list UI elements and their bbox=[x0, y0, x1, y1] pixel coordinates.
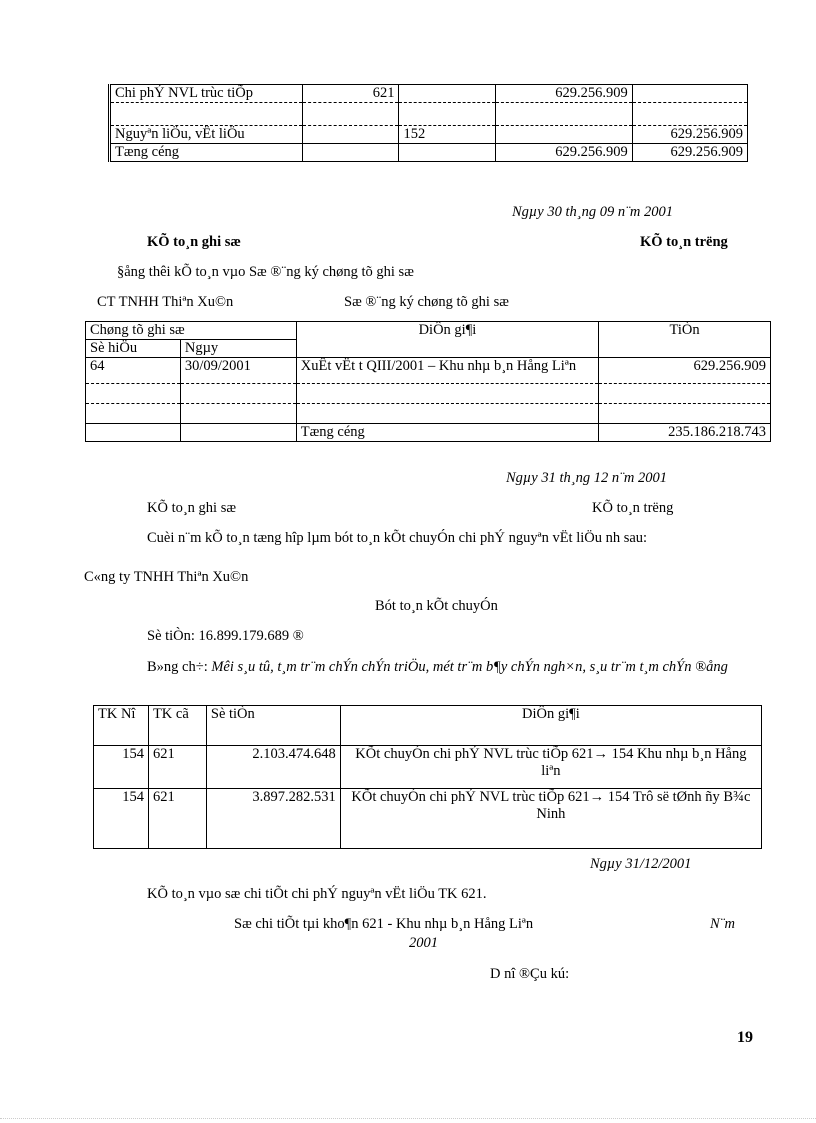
ledger-summary-table bbox=[108, 84, 748, 162]
entry-table bbox=[93, 705, 762, 849]
table-cell bbox=[303, 103, 399, 126]
paragraph: Cuèi n¨m kÕ to¸n tæng hîp lµm bót to¸n kÕt chuyÓn chi phÝ nguyªn vËt liÖu nh sau: bbox=[147, 530, 648, 546]
table-cell bbox=[632, 85, 747, 103]
table-cell: 64 bbox=[86, 358, 181, 384]
table-cell: 152 bbox=[399, 126, 495, 144]
table-row bbox=[110, 103, 748, 126]
book-title: Sæ ®¨ng ký chøng tõ ghi sæ bbox=[344, 294, 509, 310]
table-total-row bbox=[86, 424, 771, 442]
table-header: TK cã bbox=[148, 706, 206, 746]
table-cell: Tæng céng bbox=[296, 424, 598, 442]
company-name: CT TNHH Thiªn Xu©n bbox=[97, 294, 234, 310]
detail-book-title: Sæ chi tiÕt tµi kho¶n 621 - Khu nhµ b¸n Hång Liªn bbox=[234, 916, 534, 932]
table-header: TiÒn bbox=[599, 322, 771, 358]
signature-accountant: KÕ to¸n ghi sæ bbox=[147, 500, 237, 516]
signature-accountant: KÕ to¸n ghi sæ bbox=[147, 234, 241, 250]
year-value: 2001 bbox=[409, 935, 438, 951]
table-row bbox=[110, 126, 748, 144]
signature-chief-accountant: KÕ to¸n trëng bbox=[592, 500, 674, 516]
words-label: B»ng ch÷: bbox=[147, 659, 208, 675]
table-cell: 154 bbox=[94, 746, 149, 789]
table-cell bbox=[495, 126, 632, 144]
amount-in-words bbox=[84, 657, 756, 677]
table-cell: 629.256.909 bbox=[599, 358, 771, 384]
table-header: Sè hiÖu bbox=[86, 340, 181, 358]
table-header-row bbox=[94, 706, 762, 746]
table-cell bbox=[399, 103, 495, 126]
table-row bbox=[86, 358, 771, 384]
table-cell bbox=[495, 103, 632, 126]
table-cell: 629.256.909 bbox=[495, 144, 632, 162]
table-cell bbox=[303, 126, 399, 144]
table-row bbox=[110, 144, 748, 162]
table-header-row bbox=[86, 322, 771, 340]
table-header: DiÔn gi¶i bbox=[296, 322, 598, 358]
table-cell bbox=[110, 103, 303, 126]
table-cell: 3.897.282.531 bbox=[206, 789, 340, 849]
date-line: Ngµy 31 th¸ng 12 n¨m 2001 bbox=[506, 470, 667, 486]
year-label: N¨m bbox=[710, 916, 735, 932]
paragraph: KÕ to¸n vµo sæ chi tiÕt chi phÝ nguyªn vËt liÖu TK 621. bbox=[147, 886, 487, 902]
table-cell: XuÊt vËt t QIII/2001 – Khu nhµ b¸n Hång Liªn bbox=[296, 358, 598, 384]
table-cell bbox=[399, 144, 495, 162]
table-row bbox=[94, 746, 762, 789]
table-cell: 621 bbox=[148, 789, 206, 849]
table-cell bbox=[632, 103, 747, 126]
table-cell: Chi phÝ NVL trùc tiÕp bbox=[110, 85, 303, 103]
entry-title: Bót to¸n kÕt chuyÓn bbox=[375, 598, 498, 614]
table-cell bbox=[399, 85, 495, 103]
table-row bbox=[110, 85, 748, 103]
page-number: 19 bbox=[737, 1029, 753, 1046]
table-cell: 30/09/2001 bbox=[180, 358, 296, 384]
table-cell: KÕt chuyÓn chi phÝ NVL trùc tiÕp 621→ 154 Khu nhµ b¸n Hång liªn bbox=[340, 746, 761, 789]
table-row bbox=[86, 404, 771, 424]
table-cell: Nguyªn liÖu, vËt liÖu bbox=[110, 126, 303, 144]
table-cell: KÕt chuyÓn chi phÝ NVL trùc tiÕp 621→ 154 Trô së tØnh ñy B¾c Ninh bbox=[340, 789, 761, 849]
table-header: TK Nî bbox=[94, 706, 149, 746]
table-cell: 2.103.474.648 bbox=[206, 746, 340, 789]
page-footer-divider bbox=[0, 1118, 816, 1119]
table-row bbox=[94, 789, 762, 849]
table-cell: 629.256.909 bbox=[632, 144, 747, 162]
table-cell: 235.186.218.743 bbox=[599, 424, 771, 442]
table-cell: 629.256.909 bbox=[495, 85, 632, 103]
table-cell bbox=[303, 144, 399, 162]
amount-text: Sè tiÒn: 16.899.179.689 ® bbox=[147, 628, 304, 644]
date-line: Ngµy 30 th¸ng 09 n¨m 2001 bbox=[512, 204, 673, 220]
table-cell: 154 bbox=[94, 789, 149, 849]
date-line: Ngµy 31/12/2001 bbox=[590, 856, 692, 872]
table-cell: 621 bbox=[148, 746, 206, 789]
table-cell: 629.256.909 bbox=[632, 126, 747, 144]
signature-chief-accountant: KÕ to¸n trëng bbox=[640, 234, 728, 250]
register-table bbox=[85, 321, 771, 442]
words-text: Mêi s¸u tû, t¸m tr¨m chÝn chÝn triÖu, mét tr¨m b¶y chÝn ngh×n, s¸u tr¨m t¸m chÝn ®ång bbox=[211, 659, 728, 675]
table-header: DiÔn gi¶i bbox=[340, 706, 761, 746]
opening-balance-label: D nî ®Çu kú: bbox=[490, 966, 570, 982]
table-header: Chøng tõ ghi sæ bbox=[86, 322, 297, 340]
table-row bbox=[86, 384, 771, 404]
table-cell: Tæng céng bbox=[110, 144, 303, 162]
company-name: C«ng ty TNHH Thiªn Xu©n bbox=[84, 569, 249, 585]
paragraph: §ång thêi kÕ to¸n vµo Sæ ®¨ng ký chøng tõ ghi sæ bbox=[117, 264, 414, 280]
table-header: Ngµy bbox=[180, 340, 296, 358]
table-cell: 621 bbox=[303, 85, 399, 103]
table-header: Sè tiÒn bbox=[206, 706, 340, 746]
